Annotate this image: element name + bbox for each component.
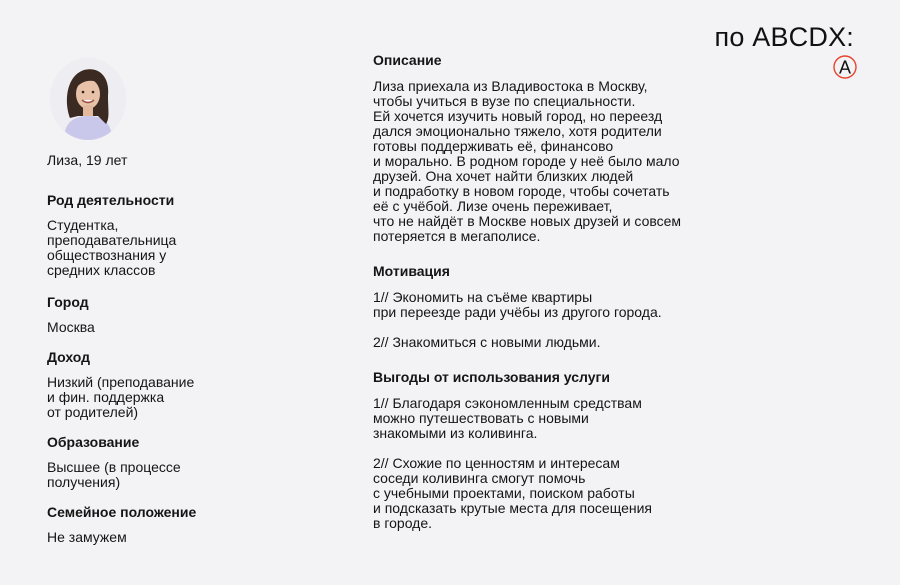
- income-value: Низкий (преподавание и фин. поддержка от родителей): [47, 374, 195, 420]
- city-value: Москва: [47, 319, 95, 335]
- avatar: [50, 58, 126, 140]
- brand-logo-icon: [832, 54, 858, 80]
- education-label: Образование: [47, 434, 140, 450]
- city-label: Город: [47, 294, 89, 310]
- persona-details: [373, 52, 773, 531]
- brand-title: по ABCDX:: [714, 22, 854, 52]
- income-label: Доход: [47, 349, 91, 365]
- persona-photo: [50, 58, 126, 140]
- occupation-value: Студентка, преподавательница обществознания у средних классов: [47, 217, 177, 278]
- benefit-item: 2// Схожие по ценностям и интересам соседи коливинга смогут помочь с учебными проектами, поиском работы и подсказать крутые места для посещения в городе.: [373, 455, 652, 531]
- description-heading: Описание: [373, 52, 442, 68]
- description-text: Лиза приехала из Владивостока в Москву, чтобы учиться в вузе по специальности. Ей хочется изучить новый город, но переезд дался эмоционально тяжело, хотя родители готовы поддерживать её, финансово и морально. В родном городе у неё было мало друзей. Она хочет найти близких людей и подработку в новом городе, чтобы сочетать её с учёбой. Лизе очень переживает, что не найдёт в Москве новых друзей и совсем потеряется в мегаполисе.: [373, 78, 682, 244]
- education-value: Высшее (в процессе получения): [47, 459, 181, 490]
- motivation-heading: Мотивация: [373, 263, 450, 279]
- persona-profile: [47, 152, 227, 559]
- motivation-item: 1// Экономить на съёме квартиры при переезде ради учёбы из другого города.: [373, 289, 662, 320]
- persona-name-age: Лиза, 19 лет: [47, 152, 128, 168]
- occupation-label: Род деятельности: [47, 192, 175, 208]
- benefits-heading: Выгоды от использования услуги: [373, 369, 610, 385]
- marital-status-value: Не замужем: [47, 529, 127, 545]
- benefit-item: 1// Благодаря сэкономленным средствам можно путешествовать с новыми знакомыми из коливинга.: [373, 395, 642, 441]
- motivation-item: 2// Знакомиться с новыми людьми.: [373, 334, 601, 350]
- brand-logo-letter: A: [838, 57, 852, 78]
- marital-status-label: Семейное положение: [47, 504, 197, 520]
